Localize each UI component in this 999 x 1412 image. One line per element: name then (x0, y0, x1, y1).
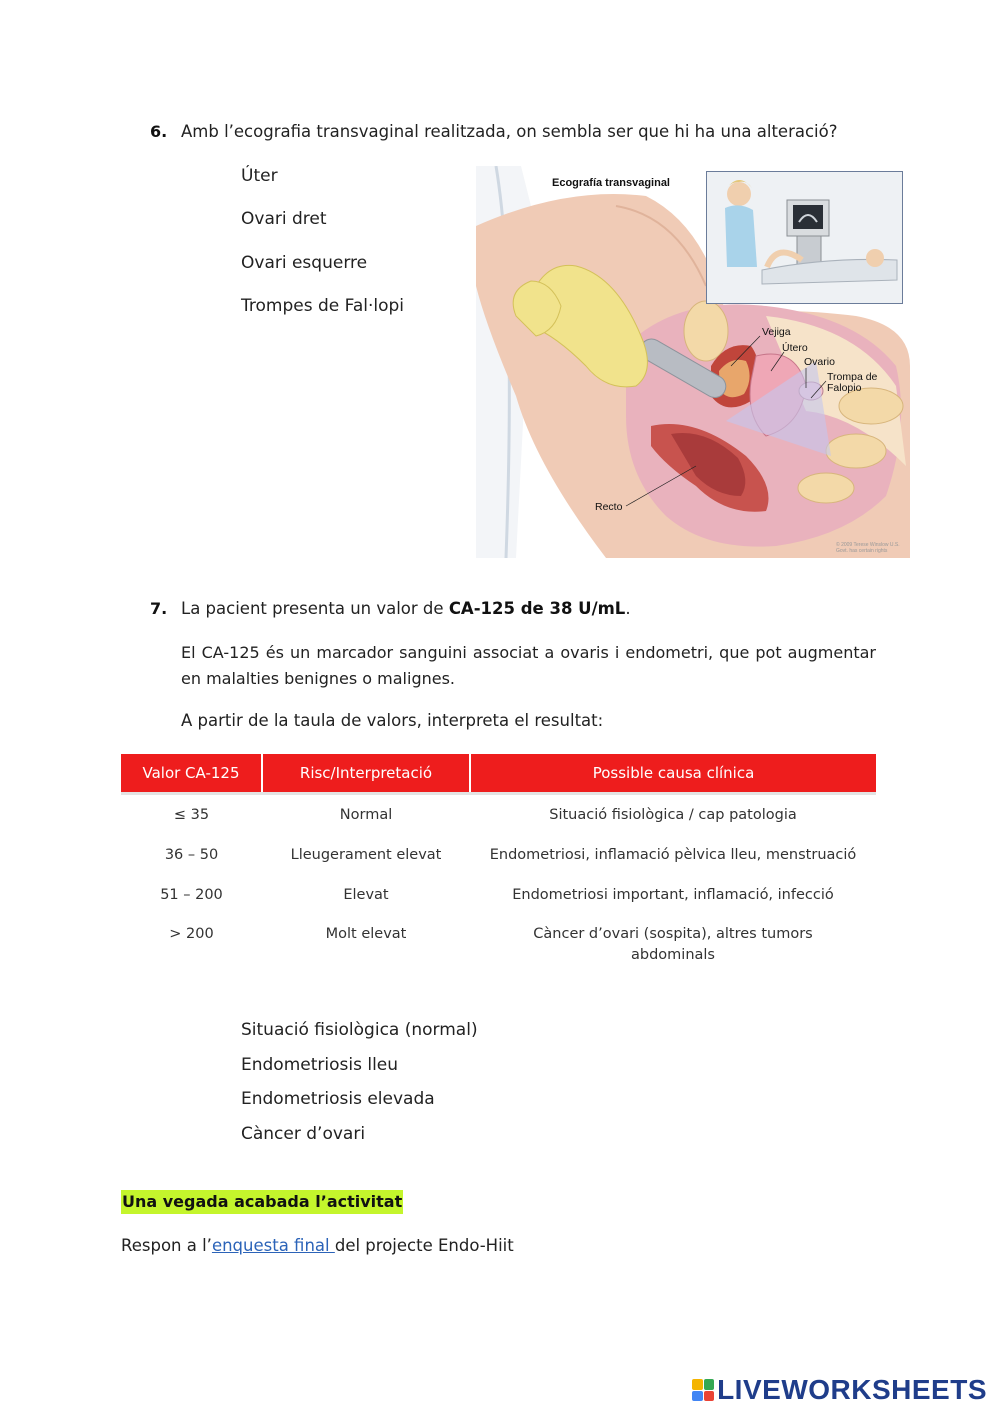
label-trompa-de-falopio: Trompa de Falopio (827, 371, 878, 394)
q6-option-ovari-dret[interactable]: Ovari dret (241, 209, 327, 229)
q6-option-uter[interactable]: Úter (241, 166, 278, 186)
table-row (121, 835, 876, 875)
q6-option-ovari-esquerre[interactable]: Ovari esquerre (241, 253, 368, 273)
table-row (121, 794, 876, 836)
label-utero: Útero (782, 342, 808, 354)
exam-scene-drawing (707, 172, 902, 303)
activity-finished-heading: Una vegada acabada l’activitat (121, 1190, 403, 1214)
q7-suffix: . (625, 599, 631, 618)
cell-causa: Càncer d’ovari (sospita), altres tumors abdominals (533, 926, 813, 963)
survey-suffix: del projecte Endo-Hiit (334, 1236, 514, 1255)
table-row (121, 875, 876, 915)
transvaginal-ultrasound-illustration (476, 166, 910, 558)
survey-prefix: Respon a l’ (121, 1236, 212, 1255)
inset-exam-scene (706, 171, 903, 304)
cell-risc: Lleugerament elevat (290, 847, 442, 863)
q7-ca125-value: CA-125 de 38 U/mL (448, 599, 626, 618)
table-row (121, 915, 876, 966)
cell-valor: > 200 (169, 926, 214, 942)
cell-causa: Endometriosi important, inflamació, infecció (512, 887, 834, 903)
table-header-row (121, 754, 876, 794)
cell-causa: Situació fisiològica / cap patologia (549, 807, 797, 823)
q7-option-cancer-ovari[interactable]: Càncer d’ovari (241, 1124, 366, 1144)
illustration-title: Ecografía transvaginal (552, 177, 670, 189)
header-valor: Valor CA-125 (121, 754, 262, 794)
question-6-text: Amb l’ecografia transvaginal realitzada, on sembla ser que hi ha una alteració? (181, 122, 838, 141)
cell-valor: 51 – 200 (160, 887, 223, 903)
label-ovario: Ovario (804, 356, 835, 368)
cell-risc: Molt elevat (325, 926, 407, 942)
survey-sentence (121, 1236, 514, 1255)
cell-valor: 36 – 50 (164, 847, 219, 863)
header-causa: Possible causa clínica (470, 754, 876, 794)
q7-prefix: La pacient presenta un valor de (181, 599, 449, 618)
ca125-description: El CA-125 és un marcador sanguini associat a ovaris i endometri, que pot augmentar en malalties benignes o malignes. (181, 643, 876, 688)
question-7-number: 7. (150, 599, 168, 618)
q7-option-normal[interactable]: Situació fisiològica (normal) (241, 1020, 478, 1040)
label-vejiga: Vejiga (762, 326, 791, 338)
cell-causa: Endometriosi, inflamació pèlvica lleu, menstruació (489, 847, 857, 863)
liveworksheets-logo-text: LIVEWORKSHEETS (717, 1374, 987, 1405)
ca125-values-table (121, 754, 876, 966)
cell-risc: Elevat (343, 887, 389, 903)
question-7-text (181, 599, 631, 618)
illustration-copyright: © 2009 Terese Winslow U.S. Govt. has certain rights (836, 542, 900, 554)
liveworksheets-logo-icon (692, 1379, 714, 1401)
q7-option-endometriosis-elevada[interactable]: Endometriosis elevada (241, 1089, 435, 1109)
header-risc: Risc/Interpretació (262, 754, 470, 794)
cell-risc: Normal (339, 807, 393, 823)
q7-option-endometriosis-lleu[interactable]: Endometriosis lleu (241, 1055, 399, 1075)
label-recto: Recto (595, 501, 623, 513)
q6-option-trompes[interactable]: Trompes de Fal·lopi (241, 296, 405, 316)
survey-link[interactable]: enquesta final (211, 1236, 335, 1255)
liveworksheets-logo (692, 1374, 987, 1406)
question-6-number: 6. (150, 122, 168, 141)
cell-valor: ≤ 35 (173, 807, 210, 823)
table-instruction: A partir de la taula de valors, interpreta el resultat: (181, 711, 604, 730)
